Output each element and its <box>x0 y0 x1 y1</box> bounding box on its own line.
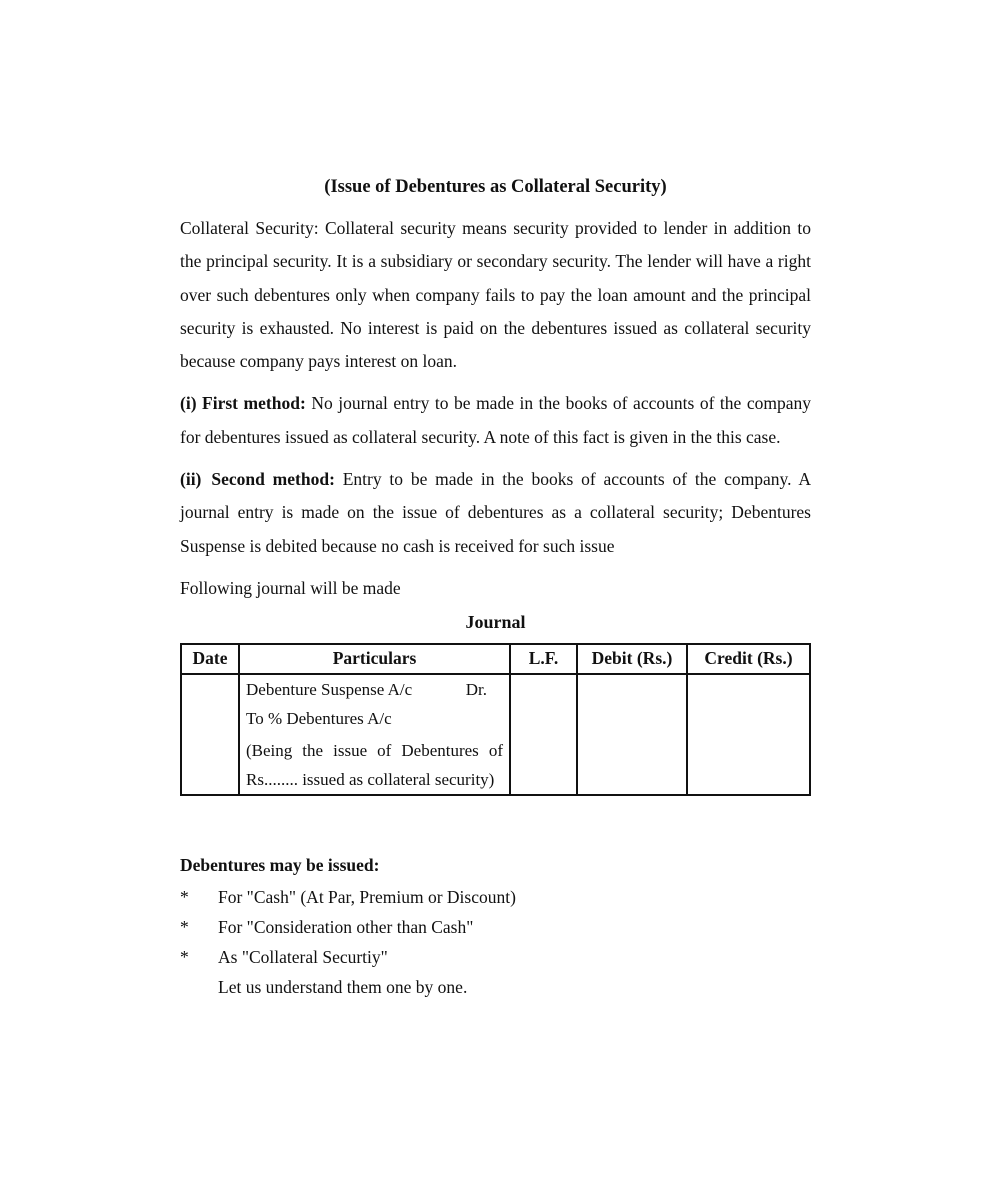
closing-line: Let us understand them one by one. <box>218 976 468 997</box>
list-item <box>180 942 811 972</box>
second-method-paragraph <box>180 463 811 563</box>
first-method-text: No journal entry to be made in the books of accounts of the company for debentures issued as collateral security. A note of this fact is given in the this case. <box>180 393 811 447</box>
list-item-text: For "Cash" (At Par, Premium or Discount) <box>218 886 516 907</box>
bullet-marker: * <box>180 916 189 937</box>
entry-particulars-cell <box>239 674 510 795</box>
list-item-text: As "Collateral Securtiy" <box>218 946 388 967</box>
first-method-paragraph <box>180 387 811 454</box>
header-lf: L.F. <box>510 644 577 674</box>
second-method-label: Second method: <box>211 469 335 490</box>
list-item-text: For "Consideration other than Cash" <box>218 916 474 937</box>
entry-credit-cell <box>687 674 810 795</box>
journal-title: Journal <box>465 611 526 632</box>
following-journal-text: Following journal will be made <box>180 577 401 598</box>
intro-paragraph: Collateral Security: Collateral security means security provided to lender in addition to the principal security. It is a subsidiary or secondary security. The lender will have a right over such debentures only when company fails to pay the loan amount and the principal security is exhausted. No interest is paid on the debentures issued as collateral security because company pays interest on loan. <box>180 218 811 372</box>
list-item <box>180 882 811 912</box>
bullet-marker: * <box>180 946 189 967</box>
second-method-text: Entry to be made in the books of accounts of the company. A journal entry is made on the issue of debentures as a collateral security; Debentures Suspense is debited because no cash is received for such issue <box>180 469 811 556</box>
entry-date-cell <box>181 674 239 795</box>
entry-lf-cell <box>510 674 577 795</box>
page-title: (Issue of Debentures as Collateral Security) <box>324 177 667 197</box>
first-method-label: (i) First method: <box>180 393 306 414</box>
list-item <box>180 912 811 942</box>
second-method-number: (ii) <box>180 469 202 490</box>
debit-account: Debenture Suspense A/c <box>246 679 413 699</box>
journal-table <box>180 643 811 796</box>
header-debit: Debit (Rs.) <box>577 644 687 674</box>
header-credit: Credit (Rs.) <box>687 644 810 674</box>
credit-account: To % Debentures A/c <box>246 708 392 728</box>
journal-header-row <box>181 644 810 674</box>
issued-list <box>180 882 811 972</box>
bullet-marker: * <box>180 886 189 907</box>
issued-heading: Debentures may be issued: <box>180 854 380 875</box>
dr-marker: Dr. <box>465 679 487 699</box>
entry-debit-cell <box>577 674 687 795</box>
header-date: Date <box>181 644 239 674</box>
document-page <box>180 174 811 1002</box>
journal-entry-row <box>181 674 810 795</box>
header-particulars: Particulars <box>239 644 510 674</box>
narration: (Being the issue of Debentures of Rs........ issued as collateral security) <box>246 740 503 789</box>
